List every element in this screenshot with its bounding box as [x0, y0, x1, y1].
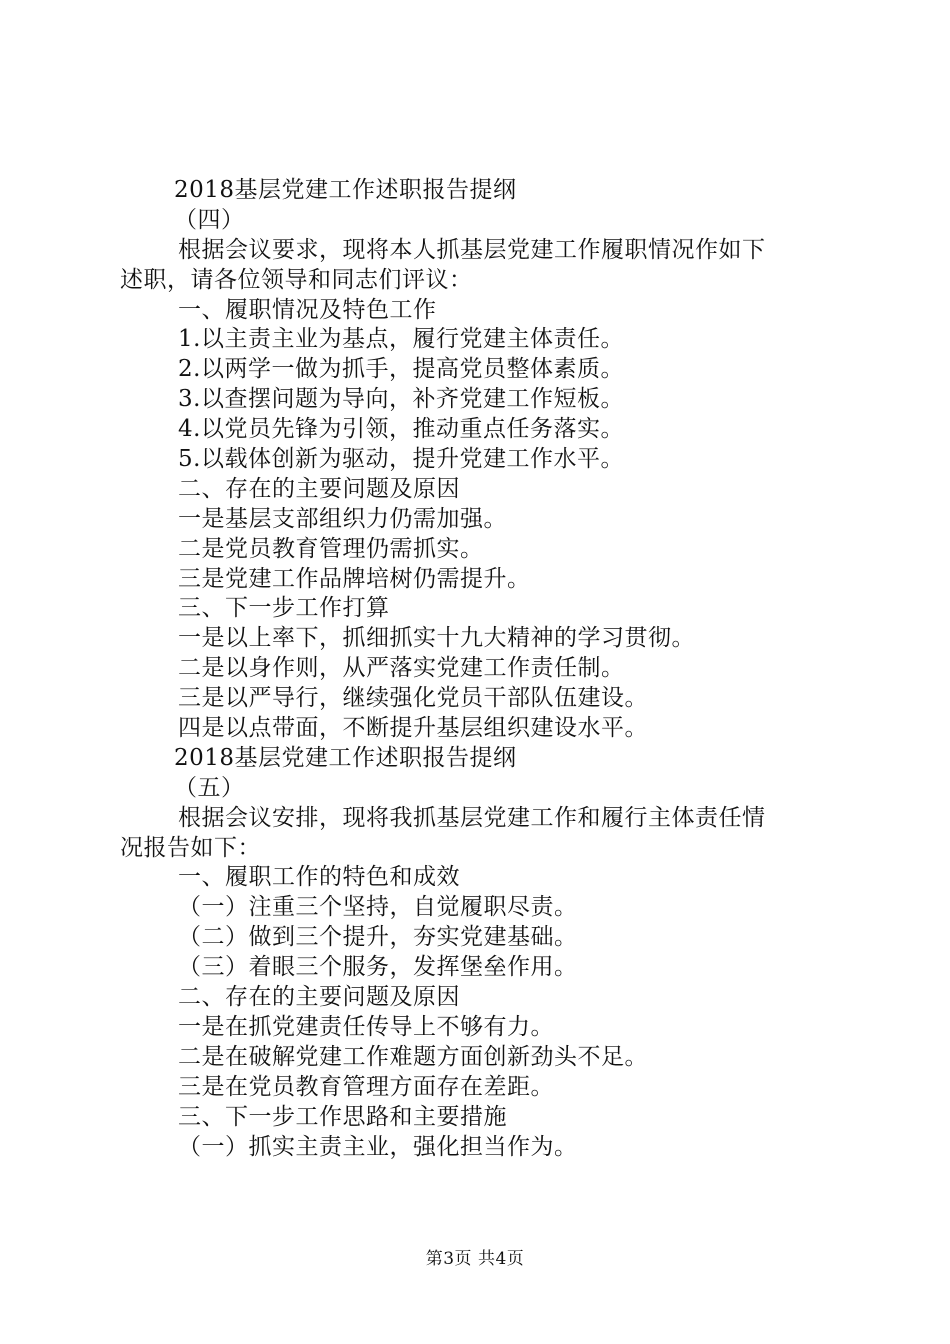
- list-item: （二）做到三个提升，夯实党建基础。: [178, 924, 578, 951]
- list-item: 二是党员教育管理仍需抓实。: [178, 535, 484, 562]
- doc-subtitle: （五）: [174, 774, 245, 801]
- page-footer: 第3页 共4页: [425, 1249, 525, 1269]
- list-item: 5.以载体创新为驱动，提升党建工作水平。: [178, 446, 624, 473]
- list-item: 1.以主责主业为基点，履行党建主体责任。: [178, 326, 624, 353]
- paragraph-continued: 况报告如下：: [120, 834, 261, 861]
- section-heading: 二、存在的主要问题及原因: [178, 475, 460, 502]
- doc-title: 2018基层党建工作述职报告提纲: [174, 744, 517, 771]
- list-item: 三是在党员教育管理方面存在差距。: [178, 1073, 554, 1100]
- list-item: 一是在抓党建责任传导上不够有力。: [178, 1013, 554, 1040]
- document-body: [120, 176, 840, 1162]
- paragraph: 根据会议安排，现将我抓基层党建工作和履行主体责任情: [178, 804, 766, 831]
- section-heading: 一、履职工作的特色和成效: [178, 864, 460, 891]
- doc-subtitle: （四）: [174, 206, 245, 233]
- list-item: 4.以党员先锋为引领，推动重点任务落实。: [178, 416, 624, 443]
- paragraph-continued: 述职，请各位领导和同志们评议：: [120, 266, 473, 293]
- section-heading: 二、存在的主要问题及原因: [178, 984, 460, 1011]
- section-heading: 三、下一步工作思路和主要措施: [178, 1103, 507, 1130]
- list-item: 三是以严导行，继续强化党员干部队伍建设。: [178, 685, 648, 712]
- list-item: 一是以上率下，抓细抓实十九大精神的学习贯彻。: [178, 625, 695, 652]
- section-heading: 三、下一步工作打算: [178, 595, 390, 622]
- list-item: 2.以两学一做为抓手，提高党员整体素质。: [178, 356, 624, 383]
- list-item: 二是在破解党建工作难题方面创新劲头不足。: [178, 1043, 648, 1070]
- list-item: （一）抓实主责主业，强化担当作为。: [178, 1133, 578, 1160]
- list-item: 三是党建工作品牌培树仍需提升。: [178, 565, 531, 592]
- list-item: （一）注重三个坚持，自觉履职尽责。: [178, 894, 578, 921]
- list-item: 3.以查摆问题为导向，补齐党建工作短板。: [178, 386, 624, 413]
- list-item: 二是以身作则，从严落实党建工作责任制。: [178, 655, 625, 682]
- paragraph: 根据会议要求，现将本人抓基层党建工作履职情况作如下: [178, 236, 766, 263]
- doc-title: 2018基层党建工作述职报告提纲: [174, 177, 517, 203]
- list-item: 一是基层支部组织力仍需加强。: [178, 505, 507, 532]
- list-item: （三）着眼三个服务，发挥堡垒作用。: [178, 954, 578, 981]
- list-item: 四是以点带面，不断提升基层组织建设水平。: [178, 715, 648, 742]
- section-heading: 一、履职情况及特色工作: [178, 296, 437, 323]
